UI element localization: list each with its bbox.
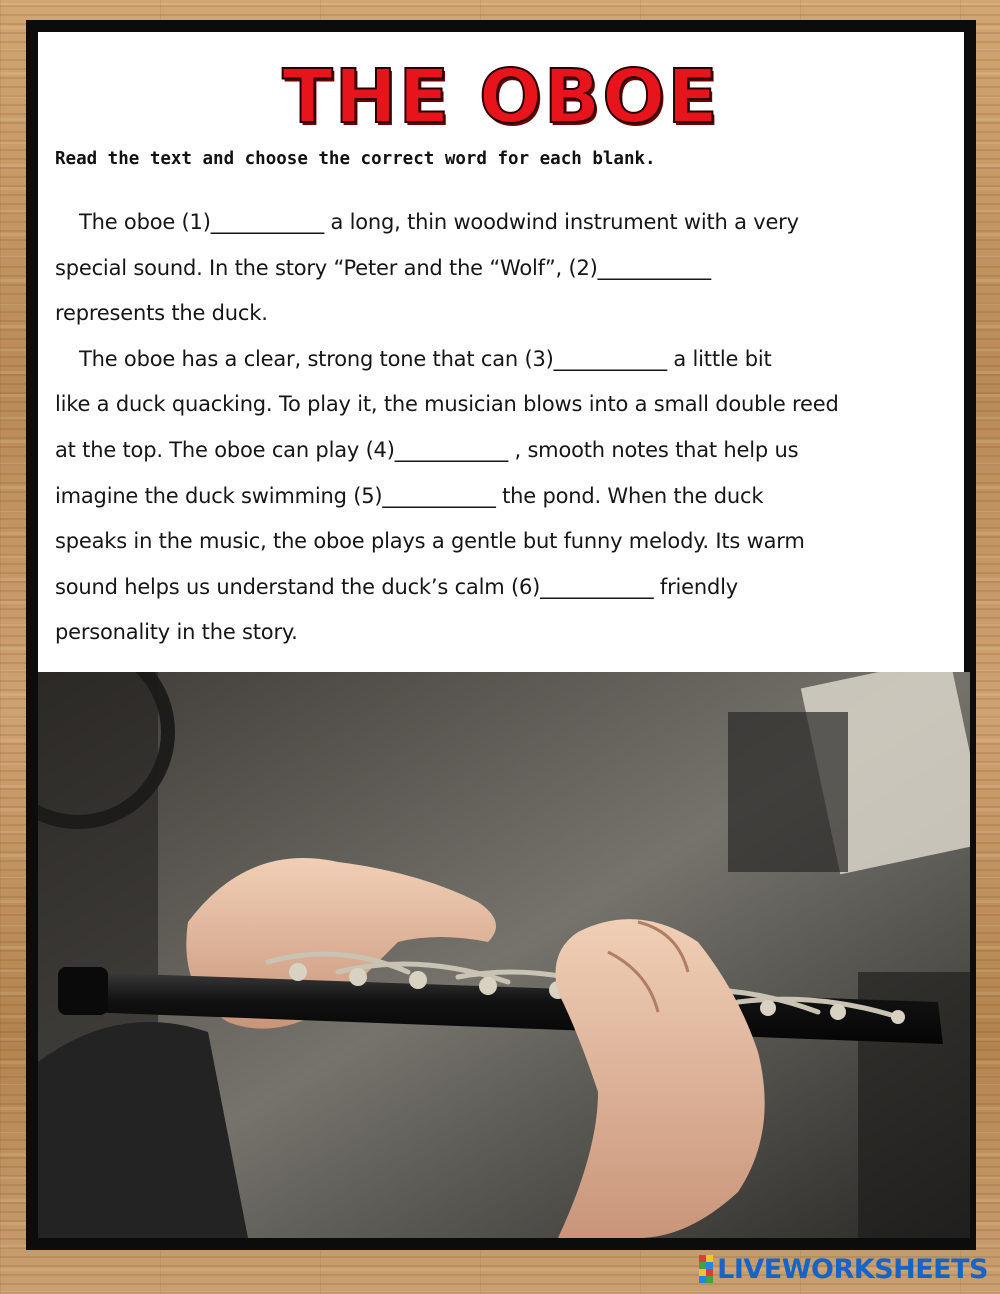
- oboe-photo: [38, 672, 970, 1238]
- passage-line-text: personality in the story.: [55, 620, 298, 645]
- passage-line-text: like a duck quacking. To play it, the musician blows into a small double reed: [55, 392, 839, 417]
- passage-line: [55, 519, 955, 565]
- passage-line: [55, 246, 955, 292]
- passage-line: [55, 337, 955, 383]
- passage-line: [55, 474, 955, 520]
- passage-line-text: imagine the duck swimming (5)___________ the pond. When the duck: [55, 483, 764, 508]
- passage-line-text: The oboe (1)___________ a long, thin woodwind instrument with a very: [79, 210, 799, 234]
- worksheet-title: THE OBOE: [282, 54, 720, 140]
- passage-line: [55, 565, 955, 611]
- passage-line-text: sound helps us understand the duck’s calm (6)___________ friendly: [55, 574, 738, 599]
- worksheet-paper: [38, 32, 964, 672]
- passage-line-text: special sound. In the story “Peter and the “Wolf”, (2)___________: [55, 255, 711, 280]
- passage-line-text: at the top. The oboe can play (4)___________ , smooth notes that help us: [55, 437, 799, 462]
- passage-line-text: The oboe has a clear, strong tone that can (3)___________ a little bit: [79, 346, 772, 371]
- instructions-text: Read the text and choose the correct word for each blank.: [55, 149, 656, 169]
- passage-line: [55, 291, 955, 337]
- reading-passage: [55, 200, 955, 656]
- logo-icon: [699, 1255, 713, 1283]
- logo-text: LIVEWORKSHEETS: [717, 1253, 988, 1285]
- worksheet-frame: [26, 20, 976, 1250]
- passage-line: [55, 382, 955, 428]
- passage-line: [55, 610, 955, 656]
- passage-line-text: speaks in the music, the oboe plays a gentle but funny melody. Its warm: [55, 529, 805, 554]
- passage-line: [55, 200, 955, 246]
- liveworksheets-logo[interactable]: [699, 1252, 988, 1286]
- passage-line: [55, 428, 955, 474]
- passage-line-text: represents the duck.: [55, 301, 268, 326]
